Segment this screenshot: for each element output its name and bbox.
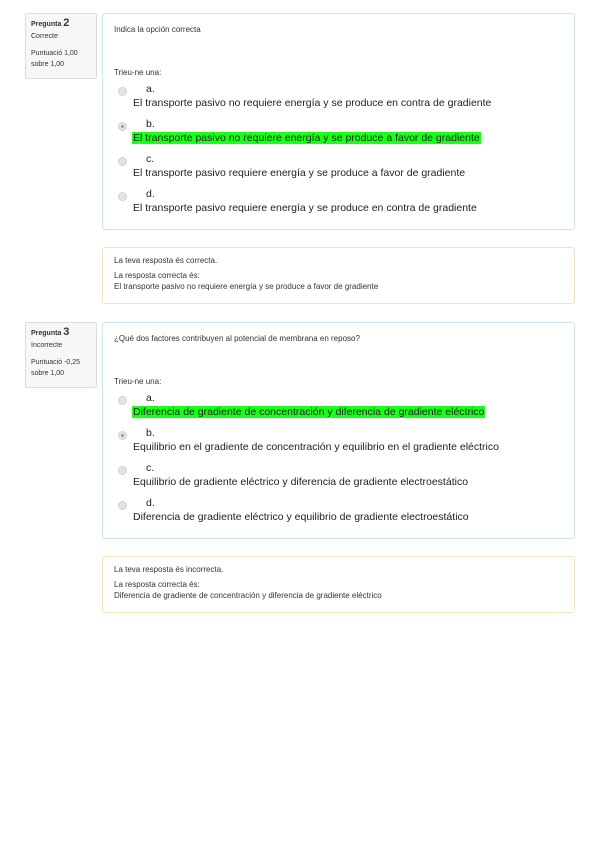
correct-answer-text: El transporte pasivo no requiere energía y se produce a favor de gradiente — [114, 282, 379, 291]
radio-button[interactable] — [118, 466, 127, 475]
answer-prompt: Trieu-ne una: — [114, 68, 162, 77]
question-grade: Puntuació 1,00 — [31, 50, 78, 57]
radio-button[interactable] — [118, 501, 127, 510]
question-grade-max: sobre 1,00 — [31, 370, 65, 377]
option-letter: c. — [146, 462, 155, 474]
radio-button[interactable] — [118, 157, 127, 166]
option-letter: d. — [146, 497, 155, 509]
correct-answer-label: La resposta correcta és: — [114, 271, 200, 280]
correct-answer-text: Diferencia de gradiente de concentración y diferencia de gradiente eléctrico — [114, 591, 382, 600]
option-letter: b. — [146, 118, 155, 130]
feedback-result: La teva resposta és correcta. — [114, 256, 218, 265]
correct-answer-label: La resposta correcta és: — [114, 580, 200, 589]
feedback-box — [102, 556, 575, 613]
option-text: Diferencia de gradiente de concentración y diferencia de gradiente eléctrico — [133, 406, 485, 418]
question-state: Correcte — [31, 33, 58, 40]
question-number: Pregunta 3 — [31, 326, 70, 338]
radio-button-checked[interactable] — [118, 122, 127, 131]
question-text: ¿Qué dos factores contribuyen al potencial de membrana en reposo? — [114, 334, 360, 343]
radio-button-checked[interactable] — [118, 431, 127, 440]
question-text: Indica la opción correcta — [114, 25, 201, 34]
radio-button[interactable] — [118, 396, 127, 405]
question-grade: Puntuació -0,25 — [31, 359, 81, 366]
option-text: El transporte pasivo no requiere energía y se produce a favor de gradiente — [133, 132, 480, 144]
option-letter: c. — [146, 153, 155, 165]
option-letter: d. — [146, 188, 155, 200]
radio-button[interactable] — [118, 192, 127, 201]
option-letter: a. — [146, 392, 155, 404]
option-text: El transporte pasivo no requiere energía y se produce en contra de gradiente — [133, 97, 492, 109]
option-letter: b. — [146, 427, 155, 439]
option-letter: a. — [146, 83, 155, 95]
radio-button[interactable] — [118, 87, 127, 96]
question-info-panel — [25, 13, 97, 79]
feedback-box — [102, 247, 575, 304]
question-info-panel — [25, 322, 97, 388]
question-content — [102, 13, 575, 230]
option-text: Equilibrio de gradiente eléctrico y diferencia de gradiente electroestático — [133, 476, 469, 488]
feedback-result: La teva resposta és incorrecta. — [114, 565, 224, 574]
option-text: El transporte pasivo requiere energía y se produce en contra de gradiente — [133, 202, 477, 214]
answer-prompt: Trieu-ne una: — [114, 377, 162, 386]
option-text: Diferencia de gradiente eléctrico y equilibrio de gradiente electroestático — [133, 511, 469, 523]
question-state: Incorrecte — [31, 342, 63, 349]
option-text: El transporte pasivo requiere energía y se produce a favor de gradiente — [133, 167, 466, 179]
question-grade-max: sobre 1,00 — [31, 61, 65, 68]
question-number: Pregunta 2 — [31, 17, 70, 29]
option-text: Equilibrio en el gradiente de concentración y equilibrio en el gradiente eléctrico — [133, 441, 499, 453]
question-content — [102, 322, 575, 539]
